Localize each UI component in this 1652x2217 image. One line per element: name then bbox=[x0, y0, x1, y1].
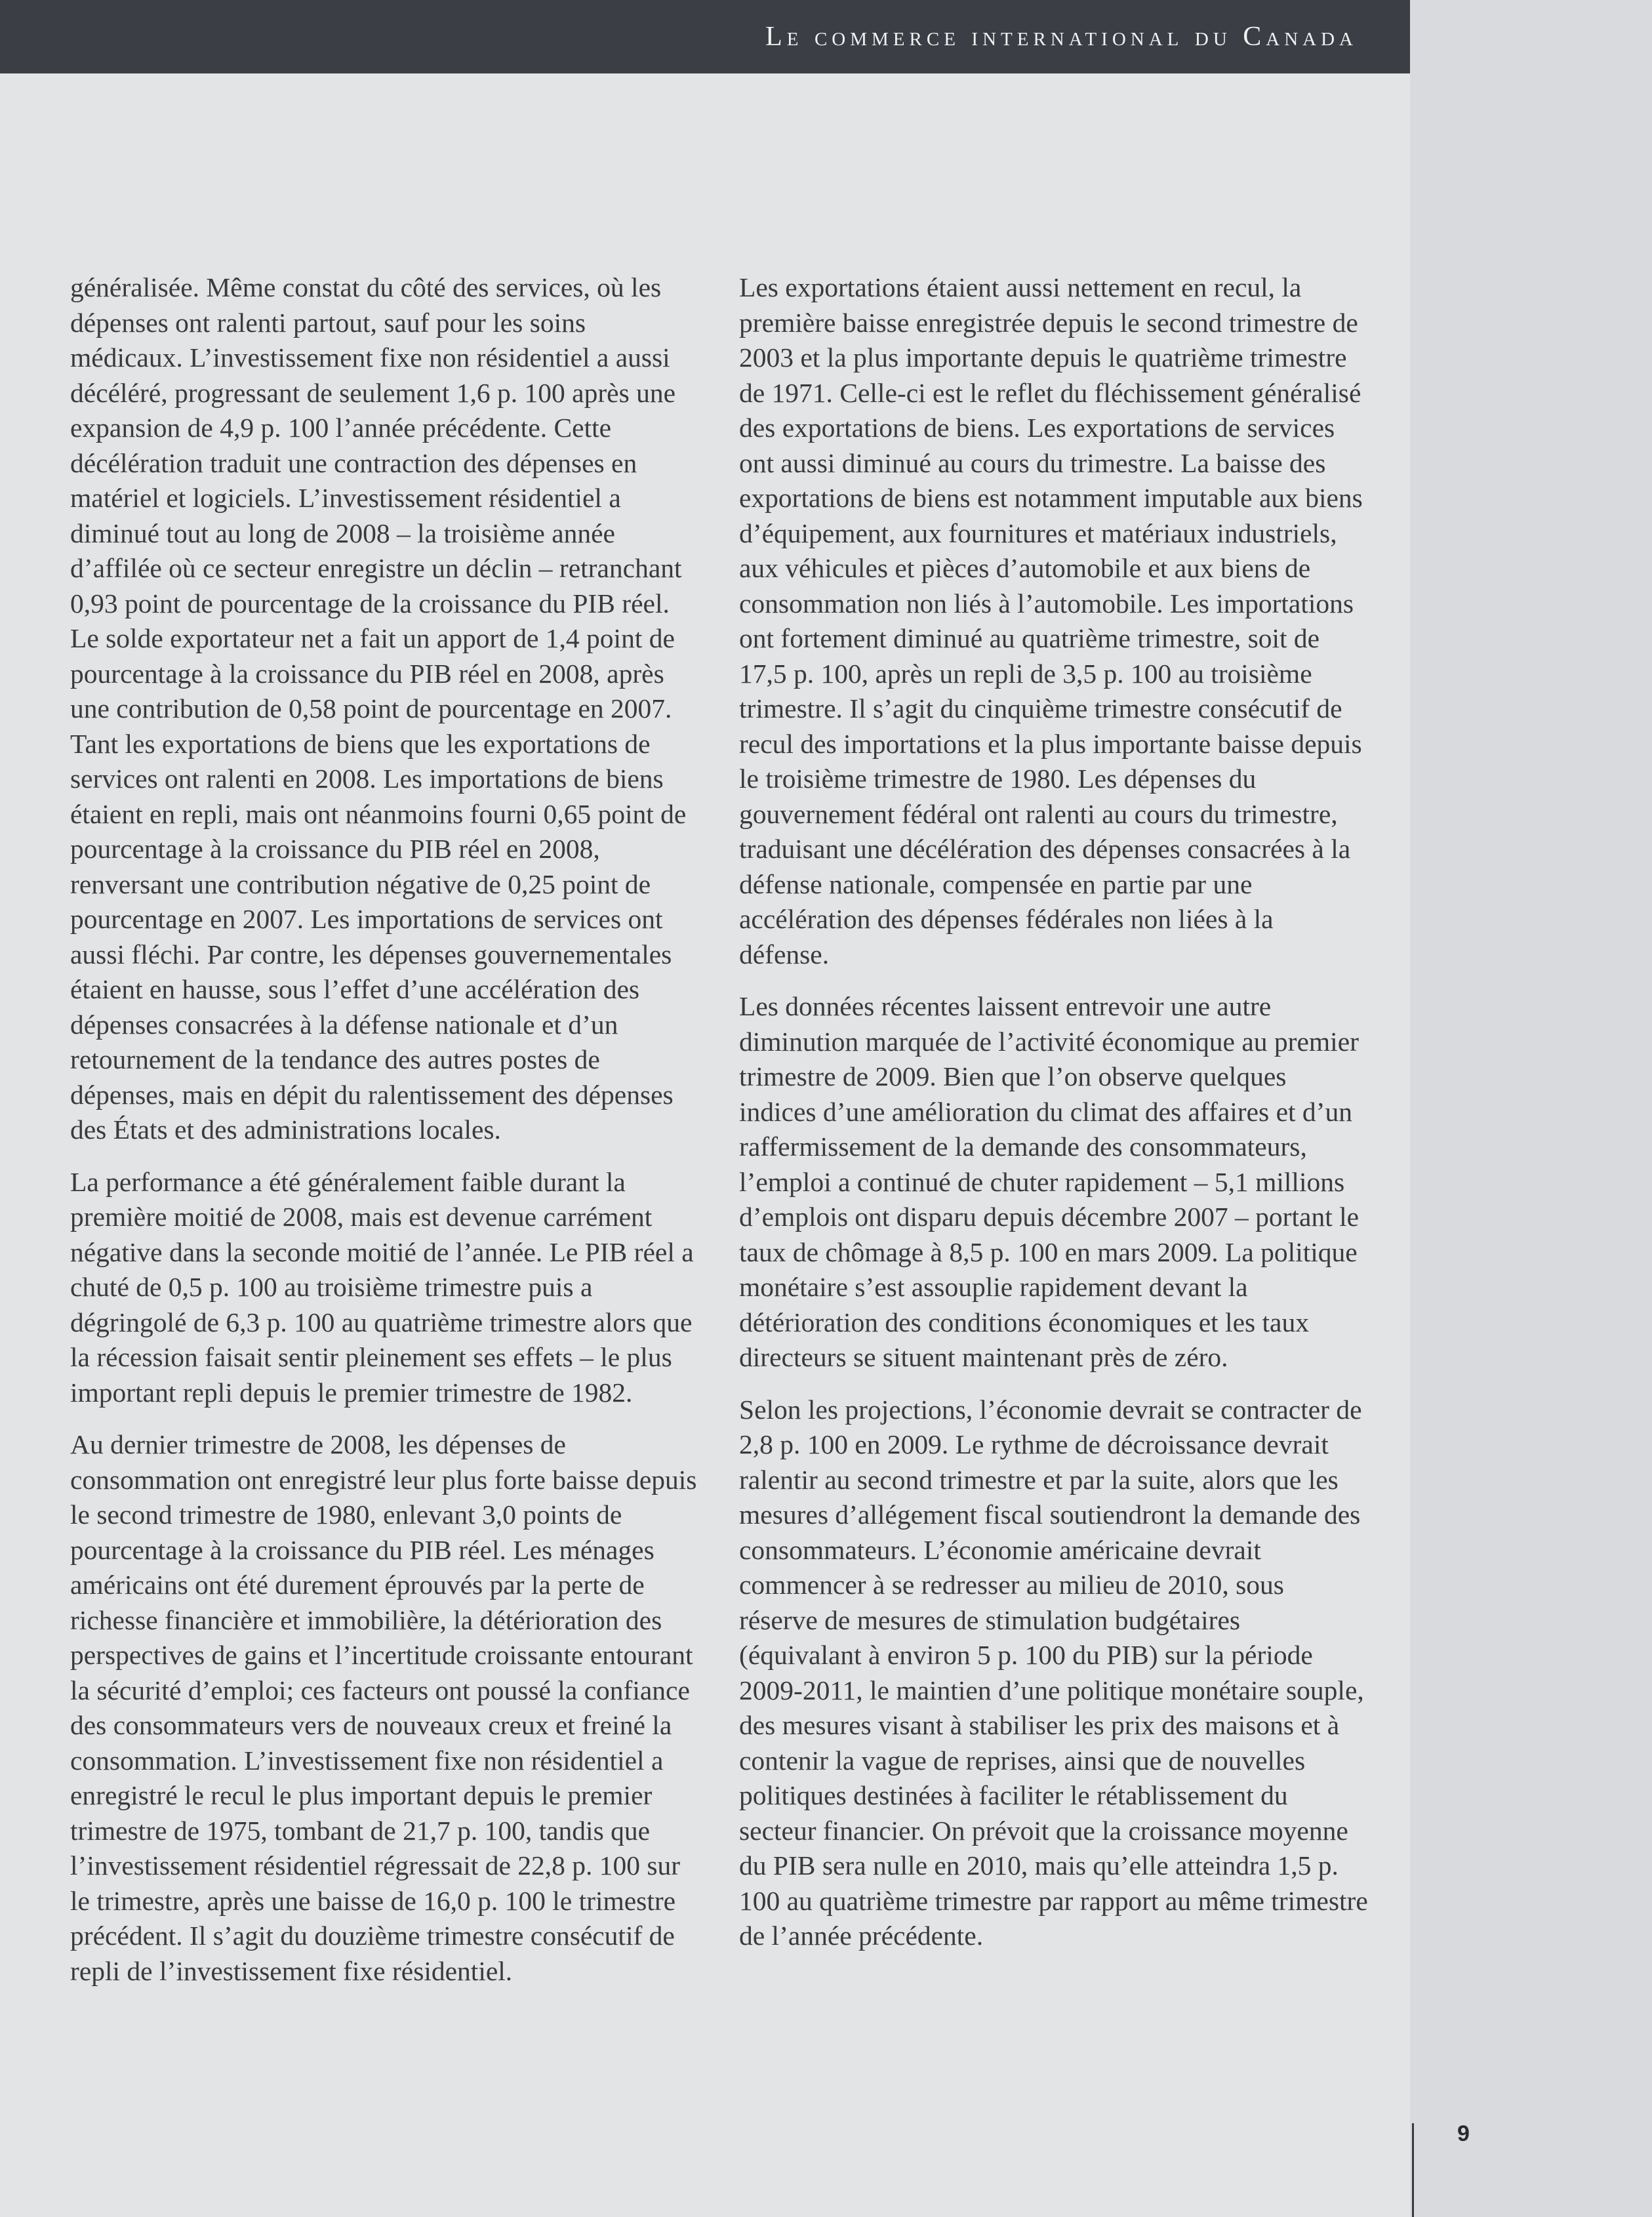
paragraph: Les exportations étaient aussi nettement en recul, la première baisse enregistrée depuis le second trimestre de 2003 et la plus importante depuis le quatrième trimestre de 1971. Celle-ci est le reflet du fléchissement généralisé des exportations de biens. Les exportations de services ont aussi diminué au cours du trimestre. La baisse des exportations de biens est notamment imputable aux biens d’équipement, aux fournitures et matériaux industriels, aux véhicules et pièces d’automobile et aux biens de consommation non liés à l’automobile. Les importations ont fortement diminué au quatrième trimestre, soit de 17,5 p. 100, après un repli de 3,5 p. 100 au troisième trimestre. Il s’agit du cinquième trimestre consécutif de recul des importations et la plus importante baisse depuis le troisième trimestre de 1980. Les dépenses du gouvernement fédéral ont ralenti au cours du trimestre, traduisant une décélération des dépenses consacrées à la défense nationale, compensée en partie par une accélération des dépenses fédérales non liées à la défense. bbox=[739, 272, 1363, 969]
paragraph: La performance a été généralement faible durant la première moitié de 2008, mais est devenue carrément négative dans la seconde moitié de l’année. Le PIB réel a chuté de 0,5 p. 100 au troisième trimestre puis a dégringolé de 6,3 p. 100 au quatrième trimestre alors que la récession faisait sentir pleinement ses effets – le plus important repli depuis le premier trimestre de 1982. bbox=[70, 1166, 694, 1408]
page-number: 9 bbox=[1457, 2121, 1470, 2146]
running-header-title: Le commerce international du Canada bbox=[765, 22, 1358, 52]
footer-divider bbox=[1412, 2123, 1414, 2217]
page-edge-strip bbox=[1410, 0, 1652, 2217]
paragraph: Au dernier trimestre de 2008, les dépenses de consommation ont enregistré leur plus forte baisse depuis le second trimestre de 1980, enlevant 3,0 points de pourcentage à la croissance du PIB réel. Les ménages américains ont été durement éprouvés par la perte de richesse financière et immobilière, la détérioration des perspectives de gains et l’incertitude croissante entourant la sécurité d’emploi; ces facteurs ont poussé la confiance des consommateurs vers de nouveaux creux et freiné la consommation. L’investissement fixe non résidentiel a enregistré le recul le plus important depuis le premier trimestre de 1975, tombant de 21,7 p. 100, tandis que l’investissement résidentiel régressait de 22,8 p. 100 sur le trimestre, après une baisse de 16,0 p. 100 le trimestre précédent. Il s’agit du douzième trimestre consécutif de repli de l’investissement fixe résidentiel. bbox=[70, 1429, 697, 1986]
header-band bbox=[0, 0, 1410, 73]
paragraph: Selon les projections, l’économie devrait se contracter de 2,8 p. 100 en 2009. Le rythme de décroissance devrait ralentir au second trimestre et par la suite, alors que les mesures d’allégement fiscal soutiendront la demande des consommateurs. L’économie américaine devrait commencer à se redresser au milieu de 2010, sous réserve de mesures de stimulation budgétaires (équivalant à environ 5 p. 100 du PIB) sur la période 2009-2011, le maintien d’une politique monétaire souple, des mesures visant à stabiliser les prix des maisons et à contenir la vague de reprises, ainsi que de nouvelles politiques destinées à faciliter le rétablissement du secteur financier. On prévoit que la croissance moyenne du PIB sera nulle en 2010, mais qu’elle atteindra 1,5 p. 100 au quatrième trimestre par rapport au même trimestre de l’année précédente. bbox=[739, 1394, 1368, 1951]
paragraph: généralisée. Même constat du côté des services, où les dépenses ont ralenti partout, sauf pour les soins médicaux. L’investissement fixe non résidentiel a aussi décéléré, progressant de seulement 1,6 p. 100 après une expansion de 4,9 p. 100 l’année précédente. Cette décélération traduit une contraction des dépenses en matériel et logiciels. L’investissement résidentiel a diminué tout au long de 2008 – la troisième année d’affilée où ce secteur enregistre un déclin – retranchant 0,93 point de pourcentage de la croissance du PIB réel. Le solde exportateur net a fait un apport de 1,4 point de pourcentage à la croissance du PIB réel en 2008, après une contribution de 0,58 point de pourcentage en 2007. Tant les exportations de biens que les exportations de services ont ralenti en 2008. Les importations de biens étaient en repli, mais ont néanmoins fourni 0,65 point de pourcentage à la croissance du PIB réel en 2008, renversant une contribution négative de 0,25 point de pourcentage en 2007. Les importations de services ont aussi fléchi. Par contre, les dépenses gouvernementales étaient en hausse, sous l’effet d’une accélération des dépenses consacrées à la défense nationale et d’un retournement de la tendance des autres postes de dépenses, mais en dépit du ralentissement des dépenses des États et des administrations locales. bbox=[70, 272, 687, 1145]
left-text-column bbox=[70, 270, 700, 2006]
right-text-column bbox=[739, 270, 1369, 1971]
paragraph: Les données récentes laissent entrevoir une autre diminution marquée de l’activité économique au premier trimestre de 2009. Bien que l’on observe quelques indices d’une amélioration du climat des affaires et d’un raffermissement de la demande des consommateurs, l’emploi a continué de chuter rapidement – 5,1 millions d’emplois ont disparu depuis décembre 2007 – portant le taux de chômage à 8,5 p. 100 en mars 2009. La politique monétaire s’est assouplie rapidement devant la détérioration des conditions économiques et les taux directeurs se situent maintenant près de zéro. bbox=[739, 991, 1360, 1372]
